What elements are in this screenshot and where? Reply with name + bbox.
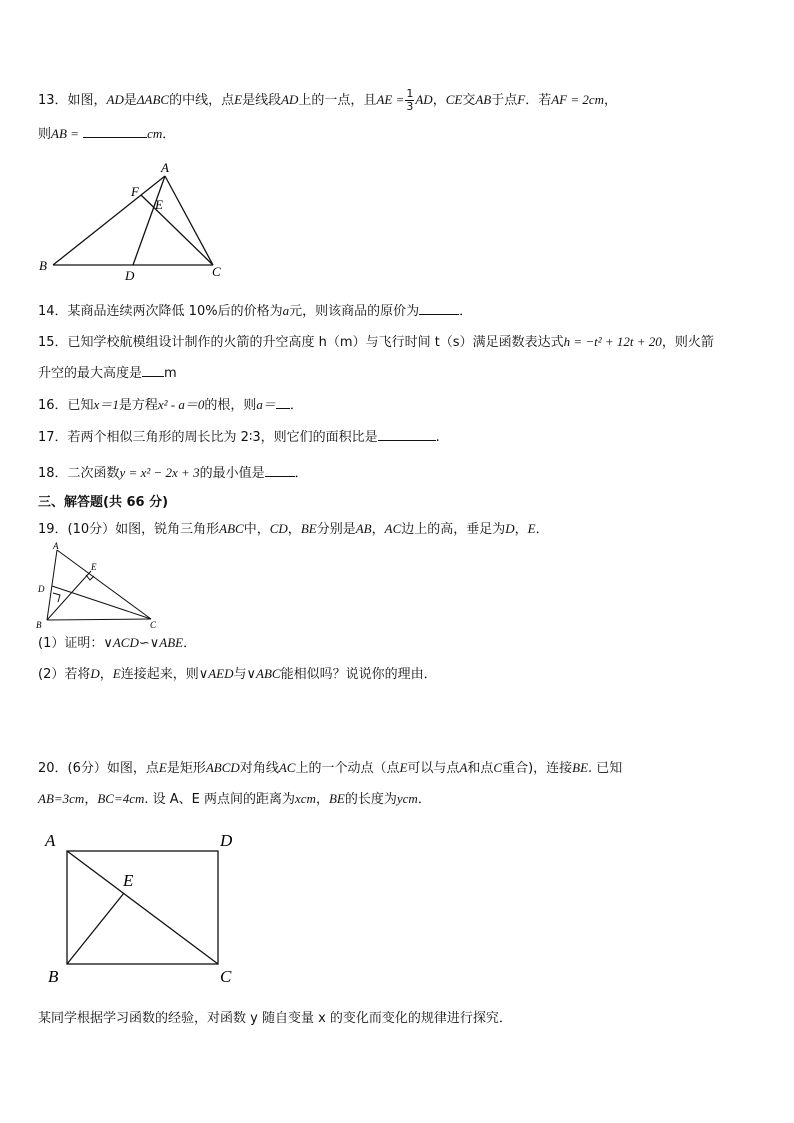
label-c: C bbox=[150, 620, 157, 630]
q20-line1: 20．(6分）如图，点E是矩形ABCD对角线AC上的一个动点（点E可以与点A和点C重合)，连接BE. 已知 bbox=[38, 760, 623, 776]
q13-triangle-figure bbox=[35, 158, 235, 283]
label-c: C bbox=[220, 967, 232, 986]
q13-fraction: $\frac{1}{3}$ bbox=[406, 87, 414, 113]
label-b: B bbox=[39, 258, 47, 273]
answer-blank[interactable] bbox=[265, 463, 295, 477]
label-d: D bbox=[38, 584, 45, 594]
answer-blank[interactable] bbox=[276, 395, 290, 409]
q19-triangle-figure bbox=[33, 540, 163, 632]
q20-line2: AB=3cm，BC=4cm. 设 A、E 两点间的距离为xcm，BE的长度为ycm． bbox=[38, 791, 431, 807]
label-e: E bbox=[155, 197, 163, 212]
answer-blank[interactable] bbox=[142, 363, 164, 377]
label-d: D bbox=[125, 268, 135, 283]
q18: 18．二次函数y = x² − 2x + 3的最小值是 ． bbox=[38, 465, 308, 481]
q19-sub2: (2）若将D，E连接起来，则∨AED与∨ABC能相似吗？说说你的理由． bbox=[38, 666, 437, 682]
label-a: A bbox=[53, 541, 59, 551]
q17: 17．若两个相似三角形的周长比为 2∶3，则它们的面积比是 . bbox=[38, 427, 440, 447]
q13-line1: 13．如图，AD是ΔABC的中线，点E是线段AD上的一点，且AE = $\frac{1}{3}$ AD，CE交AB于点F．若AF = 2cm， bbox=[38, 87, 618, 113]
label-c: C bbox=[212, 264, 221, 279]
label-f: F bbox=[131, 184, 139, 199]
q19-sub1: (1）证明：∨ACD∽∨ABE． bbox=[38, 635, 197, 651]
answer-blank[interactable] bbox=[83, 124, 147, 138]
label-e: E bbox=[91, 562, 97, 572]
q14: 14．某商品连续两次降低 10%后的价格为a元，则该商品的原价为 ． bbox=[38, 303, 473, 319]
label-a: A bbox=[45, 831, 56, 850]
q15-line2: 升空的最大高度是 m bbox=[38, 363, 177, 383]
answer-blank[interactable] bbox=[419, 301, 459, 315]
q16: 16．已知x＝1是方程x² - a＝0的根，则a＝ ． bbox=[38, 397, 303, 413]
q19-line1: 19．(10分）如图，锐角三角形ABC中，CD，BE分别是AB，AC边上的高，垂足为D，E． bbox=[38, 521, 549, 537]
answer-blank[interactable] bbox=[378, 427, 436, 441]
q20-rectangle-figure bbox=[40, 828, 250, 988]
q20-closing: 某同学根据学习函数的经验，对函数 y 随自变量 x 的变化而变化的规律进行探究． bbox=[38, 1011, 512, 1026]
label-b: B bbox=[36, 620, 42, 630]
q15-line1: 15．已知学校航模组设计制作的火箭的升空高度 h（m）与飞行时间 t（s）满足函数表达式h = −t² + 12t + 20，则火箭 bbox=[38, 334, 714, 350]
label-e: E bbox=[123, 871, 134, 890]
q13-line2: 则AB = cm． bbox=[38, 126, 176, 142]
label-a: A bbox=[161, 160, 169, 175]
section-title: 三、解答题(共 66 分) bbox=[38, 495, 169, 510]
label-b: B bbox=[48, 967, 59, 986]
label-d: D bbox=[220, 831, 233, 850]
